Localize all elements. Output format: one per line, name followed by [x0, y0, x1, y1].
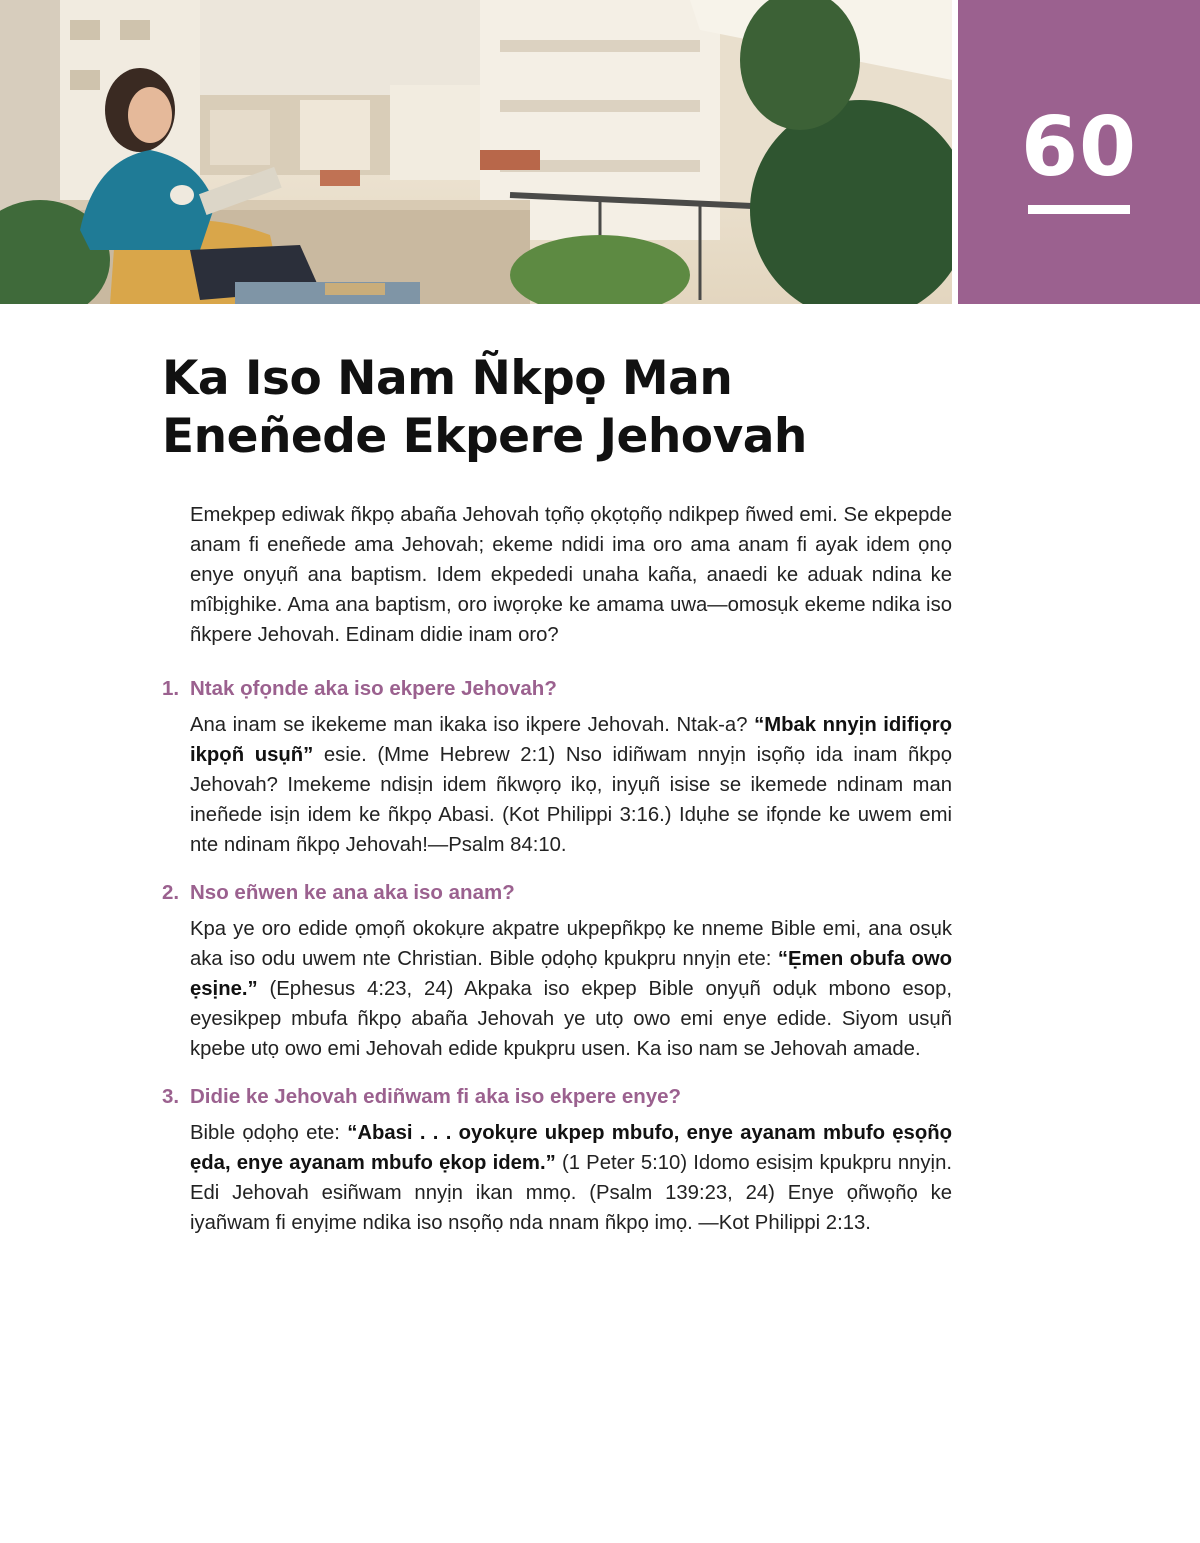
paragraph-text: (1 Peter 5:10) Idomo esisịm kpukpru nnyịn. Edi Jehovah esiñwam nnyịn ikan mmọ. (Psalm 139:23, 24) Enye ọñwọñọ ke iyañwam fi enyịme ndika iso nsọñọ nda nnam ñkpọ imọ. —Kot Philippi 2:13. — [190, 1152, 952, 1234]
scripture-quote: “Ẹmen obufa owo ẹsịne.” — [190, 948, 952, 1000]
page-title-line-2: Eneñede Ekpere Jehovah — [162, 409, 807, 464]
section-2 — [162, 878, 952, 1064]
balcony-scene-image — [0, 0, 952, 304]
section-paragraph — [190, 710, 952, 860]
section-paragraph — [190, 914, 952, 1064]
page-title — [162, 350, 962, 466]
article-body — [162, 500, 952, 1256]
section-heading-text: Nso eñwen ke ana aka iso anam? — [190, 881, 515, 904]
section-number: 1. — [162, 677, 180, 700]
page-title-line-1: Ka Iso Nam Ñkpọ Man — [162, 351, 733, 406]
intro-paragraph: Emekpep ediwak ñkpọ abaña Jehovah tọñọ ọkọtọñọ ndikpep ñwed emi. Se ekpepde anam fi eneñede ama Jehovah; ekeme ndidi ima oro ama anam fi ayak idem ọnọ enye onyụñ ana baptism. Idem ekpededi unaha kaña, anaedi ke aduak ndina ke mîbịghike. Ama ana baptism, oro iwọrọke ke amama uwa—omosụk ekeme ndika iso ñkpere Jehovah. Edinam didie inam oro? — [190, 504, 952, 646]
header-photo — [0, 0, 952, 304]
section-paragraph — [190, 1118, 952, 1238]
section-3 — [162, 1082, 952, 1238]
section-1 — [162, 674, 952, 860]
paragraph-text: Kpa ye oro edide ọmọñ okokụre akpatre ukpepñkpọ ke nneme Bible emi, ana osụk aka iso odu uwem nte Christian. Bible ọdọhọ kpukpru nnyịn ete: — [190, 918, 952, 970]
paragraph-text: (Ephesus 4:23, 24) Akpaka iso ekpep Bible onyụñ odụk mbono esop, eyesikpep mbufa ñkpọ abaña Jehovah ye utọ owo emi enye edide. Siyom usụñ kpebe utọ owo emi Jehovah edide kpukpru usen. Ka iso nam se Jehovah amade. — [190, 978, 952, 1060]
chapter-badge — [958, 0, 1200, 304]
section-heading — [162, 1082, 952, 1112]
section-heading — [162, 674, 952, 704]
section-number: 2. — [162, 881, 180, 904]
chapter-underline — [1028, 205, 1130, 214]
paragraph-text: esie. (Mme Hebrew 2:1) Nso idiñwam nnyịn isọñọ ida inam ñkpọ Jehovah? Imekeme ndisịn idem ñkwọrọ ikọ, inyụñ isise se ikemede ndinam man ineñede isịn idem ke ñkpọ Abasi. (Kot Philippi 3:16.) Idụhe se ifọnde ke uwem emi nte ndinam ñkpọ Jehovah!—Psalm 84:10. — [190, 744, 952, 856]
section-number: 3. — [162, 1085, 180, 1108]
section-heading-text: Didie ke Jehovah ediñwam fi aka iso ekpere enye? — [190, 1085, 682, 1108]
section-heading-text: Ntak ọfọnde aka iso ekpere Jehovah? — [190, 677, 557, 700]
chapter-number: 60 — [1020, 100, 1138, 195]
paragraph-text: Bible ọdọhọ ete: — [190, 1122, 348, 1144]
paragraph-text: Ana inam se ikekeme man ikaka iso ikpere Jehovah. Ntak-a? — [190, 714, 755, 736]
section-heading — [162, 878, 952, 908]
scripture-quote: “Abasi . . . oyokụre ukpep mbufo, enye ayanam mbufo ẹsọñọ ẹda, enye ayanam mbufo ẹkop idem.” — [190, 1122, 952, 1174]
scripture-quote: “Mbak nnyịn idifiọrọ ikpọñ usụñ” — [190, 714, 952, 766]
